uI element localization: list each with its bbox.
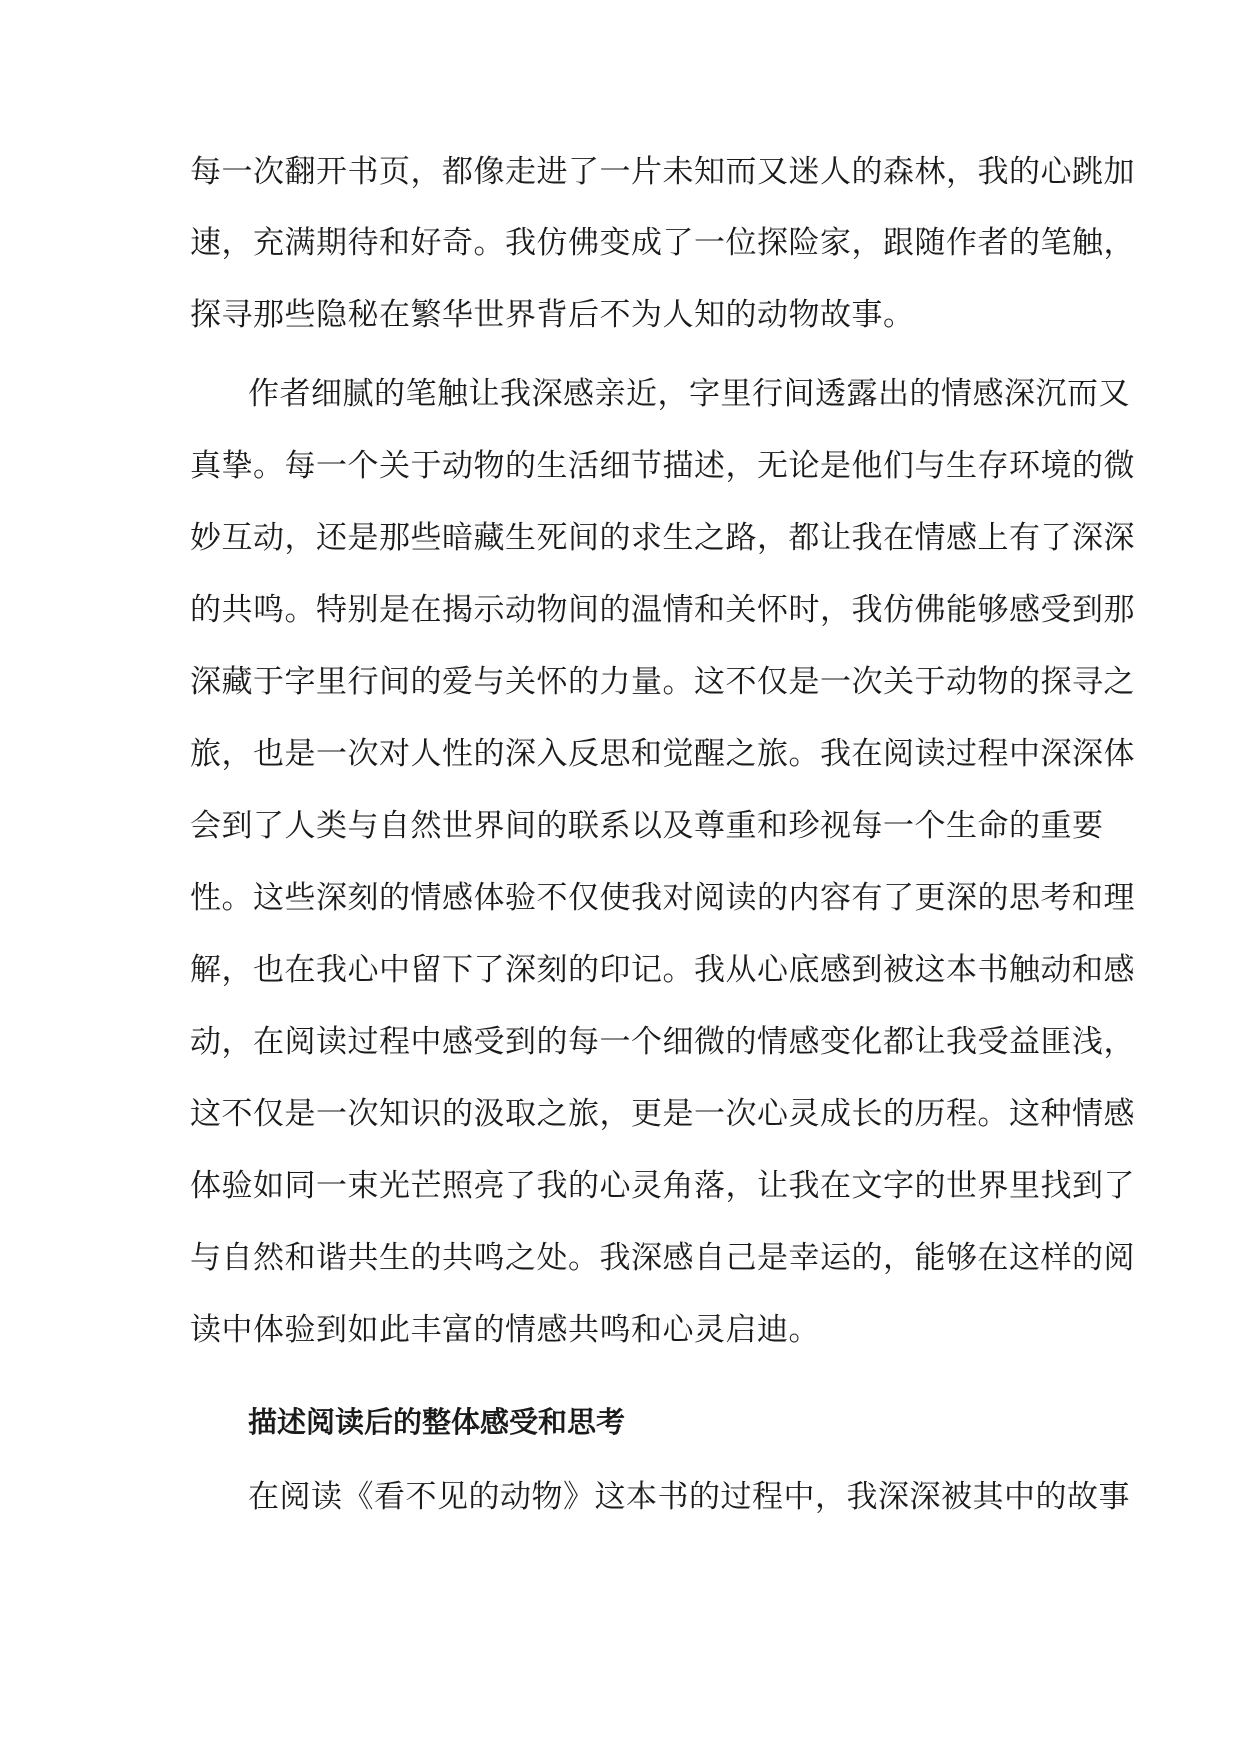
paragraph-2-line-6: 旅，也是一次对人性的深入反思和觉醒之旅。我在阅读过程中深深体 bbox=[190, 736, 1135, 772]
paragraph-1-line-3: 探寻那些隐秘在繁华世界背后不为人知的动物故事。 bbox=[190, 297, 915, 333]
paragraph-2-line-9: 解，也在我心中留下了深刻的印记。我从心底感到被这本书触动和感 bbox=[190, 952, 1135, 988]
paragraph-2-line-14: 读中体验到如此丰富的情感共鸣和心灵启迪。 bbox=[190, 1312, 820, 1348]
paragraph-2-line-10: 动，在阅读过程中感受到的每一个细微的情感变化都让我受益匪浅， bbox=[190, 1024, 1135, 1060]
paragraph-2-line-1: 作者细腻的笔触让我深感亲近，字里行间透露出的情感深沉而又 bbox=[248, 376, 1130, 412]
paragraph-2-line-5: 深藏于字里行间的爱与关怀的力量。这不仅是一次关于动物的探寻之 bbox=[190, 664, 1135, 700]
paragraph-1-line-2: 速，充满期待和好奇。我仿佛变成了一位探险家，跟随作者的笔触， bbox=[190, 225, 1135, 261]
paragraph-2-line-4: 的共鸣。特别是在揭示动物间的温情和关怀时，我仿佛能够感受到那 bbox=[190, 592, 1135, 628]
paragraph-3-line-1: 在阅读《看不见的动物》这本书的过程中，我深深被其中的故事 bbox=[248, 1479, 1130, 1515]
paragraph-2-line-12: 体验如同一束光芒照亮了我的心灵角落，让我在文字的世界里找到了 bbox=[190, 1168, 1135, 1204]
section-heading: 描述阅读后的整体感受和思考 bbox=[248, 1405, 626, 1439]
paragraph-2-line-8: 性。这些深刻的情感体验不仅使我对阅读的内容有了更深的思考和理 bbox=[190, 880, 1135, 916]
paragraph-2-line-3: 妙互动，还是那些暗藏生死间的求生之路，都让我在情感上有了深深 bbox=[190, 520, 1135, 556]
paragraph-2-line-11: 这不仅是一次知识的汲取之旅，更是一次心灵成长的历程。这种情感 bbox=[190, 1096, 1135, 1132]
paragraph-1-line-1: 每一次翻开书页，都像走进了一片未知而又迷人的森林，我的心跳加 bbox=[190, 154, 1135, 190]
paragraph-2-line-2: 真挚。每一个关于动物的生活细节描述，无论是他们与生存环境的微 bbox=[190, 448, 1135, 484]
paragraph-2-line-7: 会到了人类与自然世界间的联系以及尊重和珍视每一个生命的重要 bbox=[190, 808, 1104, 844]
paragraph-2-line-13: 与自然和谐共生的共鸣之处。我深感自己是幸运的，能够在这样的阅 bbox=[190, 1240, 1135, 1276]
